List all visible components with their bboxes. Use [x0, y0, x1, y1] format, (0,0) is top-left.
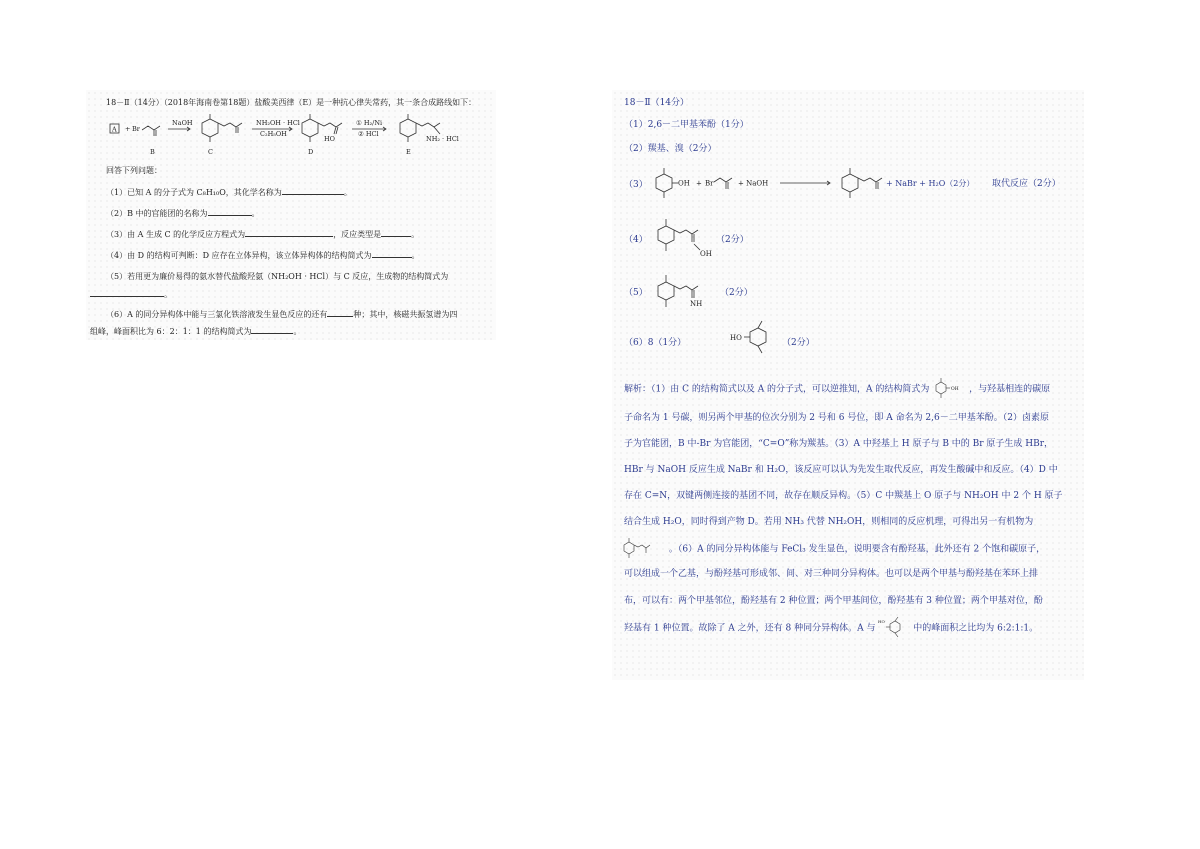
br-plus: + — [125, 125, 131, 133]
answer-blank[interactable] — [282, 194, 344, 195]
question-item-2: （2）B 中的官能团的名称为 。 — [106, 209, 260, 218]
explanation-line-3: 子为官能团，B 中-Br 为官能团，“C=O”称为羰基。（3）A 中羟基上 H 原子与 B 中的 Br 原子生成 HBr， — [624, 439, 1054, 449]
br-label: Br — [132, 125, 140, 133]
explanation-line-7: 。（6）A 的同分异构体能与 FeCl₃ 发生显色，说明要含有酚羟基，此外还有 2 个饱和碳原子， — [620, 538, 1045, 560]
answer-4-oh: OH — [700, 250, 712, 258]
answer-title: 18－Ⅱ（14分） — [624, 98, 690, 108]
explanation-structure-isomer — [878, 616, 910, 640]
answer-4-label: （4） — [624, 235, 648, 245]
answer-3-products: + NaBr + H₂O（2分） — [886, 179, 975, 188]
answer-blank[interactable] — [381, 236, 411, 237]
e-amine-group: NH₂ · HCl — [426, 135, 459, 143]
question-item-6-continued: 组峰，峰面积比为 6：2：1：1 的结构简式为 。 — [90, 327, 302, 336]
step3-reagent-top: ① H₂/Ni — [356, 119, 383, 127]
d-oxime-group: HO — [324, 135, 335, 143]
explanation-structure-a — [932, 378, 966, 400]
step2-reagent-top: NH₂OH · HCl — [256, 119, 300, 127]
synthesis-scheme — [106, 114, 496, 164]
explanation-line-9: 布，可以有：两个甲基邻位，酚羟基有 2 种位置；两个甲基间位，酚羟基有 3 种位置；两个甲基对位，酚 — [624, 596, 1043, 606]
answer-5-nh: NH — [690, 300, 703, 308]
answer-3-br: Br — [705, 179, 714, 188]
label-e: E — [406, 148, 411, 156]
answer-6-score: （2分） — [782, 338, 815, 348]
answer-5-label: （5） — [624, 288, 648, 298]
start-box-label: A — [112, 125, 117, 134]
label-c: C — [208, 148, 213, 156]
question-header: 18－Ⅱ（14分）（2018年海南卷第18题）盐酸美西律（E）是一种抗心律失常药，其一条合成路线如下： — [106, 98, 477, 107]
answer-3-reaction-type: 取代反应（2分） — [992, 179, 1061, 189]
answer-blank[interactable] — [251, 333, 293, 334]
label-b: B — [150, 148, 155, 156]
answer-blank[interactable] — [208, 215, 252, 216]
answer-panel — [612, 90, 1084, 680]
explanation-line-10: 羟基有 1 种位置。故除了 A 之外，还有 8 种同分异构体。A 与 HO 中的峰面积之比均为 6:2:1:1。 — [624, 616, 1038, 640]
question-item-4: （4）由 D 的结构可判断：D 应存在立体异构，该立体异构体的结构简式为 。 — [106, 251, 420, 260]
answer-2: （2）羰基、溴（2分） — [624, 144, 717, 154]
question-item-1: （1）已知 A 的分子式为 C₈H₁₀O，其化学名称为 。 — [106, 188, 352, 197]
explanation-line-2: 子命名为 1 号碳，则另两个甲基的位次分别为 2 号和 6 号位，即 A 命名为 2,6－二甲基苯酚。（2）卤素原 — [624, 413, 1049, 423]
answer-6-label: （6）8（1分） — [624, 338, 687, 348]
answer-6-structure — [730, 316, 790, 362]
answer-blank[interactable] — [372, 257, 412, 258]
answer-3-plus: + — [696, 179, 702, 188]
answer-3-oh: OH — [678, 179, 690, 188]
step3-reagent-bottom: ② HCl — [358, 130, 379, 138]
answer-3-equation — [652, 166, 1082, 206]
question-item-6: （6）A 的同分异构体中能与三氯化铁溶液发生显色反应的还有 种；其中，核磁共振氢谱为四 — [106, 310, 458, 319]
label-d: D — [308, 148, 314, 156]
answer-6-ho: HO — [730, 334, 742, 342]
explanation-line-5: 存在 C=N，双键两侧连接的基团不同，故存在顺反异构。（5）C 中羰基上 O 原子与 NH₂OH 中 2 个 H 原子 — [624, 491, 1063, 501]
question-item-3: （3）由 A 生成 C 的化学反应方程式为 ，反应类型是 。 — [106, 230, 420, 239]
question-panel — [86, 90, 496, 340]
explanation-structure-imine — [620, 538, 666, 560]
question-item-5-blank-line: 。 — [90, 290, 172, 300]
answer-1: （1）2,6－二甲基苯酚（1分） — [624, 120, 749, 130]
step2-reagent-bottom: C₂H₅OH — [260, 130, 287, 138]
step1-reagent: NaOH — [172, 119, 193, 127]
answer-blank[interactable] — [90, 296, 164, 297]
question-item-5: （5）若用更为廉价易得的氨水替代盐酸羟氨（NH₂OH · HCl）与 C 反应，生成物的结构简式为 — [106, 272, 449, 281]
question-prompt: 回答下列问题： — [106, 166, 162, 175]
explanation-isomer-ho: HO — [878, 619, 886, 624]
explanation-line-6: 结合生成 H₂O，同时得到产物 D。若用 NH₃ 代替 NH₂OH，则相同的反应机理，可得出另一有机物为 — [624, 517, 1034, 527]
answer-3-label: （3） — [624, 180, 648, 190]
explanation-line-4: HBr 与 NaOH 反应生成 NaBr 和 H₂O，该反应可以认为先发生取代反应，再发生酸碱中和反应。（4）D 中 — [624, 465, 1058, 475]
answer-blank[interactable] — [327, 316, 353, 317]
answer-5-score: （2分） — [720, 288, 753, 298]
explanation-line-1: 解析：（1）由 C 的结构简式以及 A 的分子式，可以逆推知，A 的结构简式为 OH ，与羟基相连的碳原 — [624, 378, 1050, 400]
answer-4-score: （2分） — [716, 235, 749, 245]
answer-3-naoh: + NaOH — [738, 179, 769, 188]
explanation-line-8: 可以组成一个乙基，与酚羟基可形成邻、间、对三种同分异构体。也可以是两个甲基与酚羟基在苯环上排 — [624, 569, 1039, 579]
explanation-a-oh: OH — [951, 387, 959, 392]
answer-blank[interactable] — [245, 236, 333, 237]
